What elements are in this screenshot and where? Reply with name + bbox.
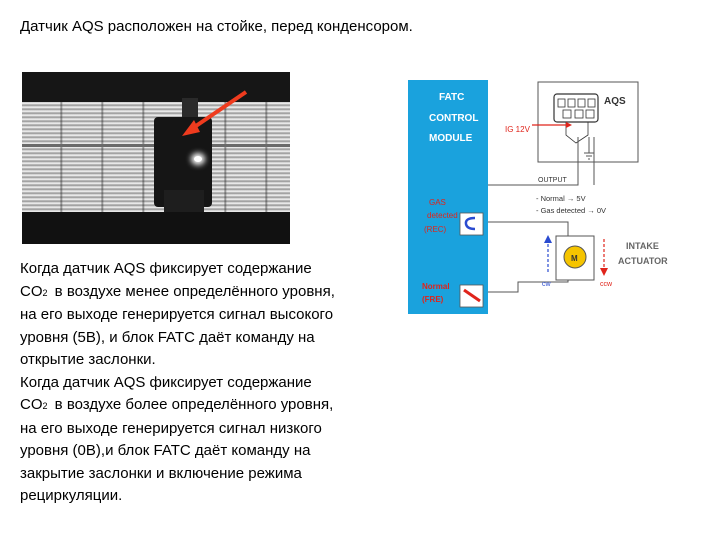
aqs-location-photo [22, 72, 290, 244]
ccw-arrow-icon [600, 268, 608, 276]
pointer-arrow-icon [22, 72, 290, 244]
text-line: уровня (5В), и блок FATC даёт команду на [20, 328, 315, 346]
module-label: MODULE [429, 133, 473, 144]
actuator-title: INTAKE [626, 241, 659, 251]
text-line: на его выходе генерируется сигнал высокого [20, 306, 334, 323]
cw-arrow-icon [544, 235, 552, 243]
ccw-label: ccw [600, 281, 613, 288]
text-line: Когда датчик AQS фиксирует содержание [20, 373, 312, 391]
slide-title: Датчик AQS расположен на стойке, перед конденсором. [20, 18, 413, 35]
cw-label: cw [542, 281, 551, 288]
normal-label: (FRE) [422, 295, 444, 304]
aqs-wiring-diagram [408, 77, 680, 317]
ig-label: IG 12V [505, 125, 530, 134]
motor-label: M [571, 254, 578, 263]
text-line: CO2 в воздухе более определённого уровня, [20, 396, 334, 413]
gas-label: (REC) [424, 225, 447, 234]
normal-label: Normal [422, 282, 450, 291]
aqs-label: AQS [604, 96, 626, 107]
text-line: Когда датчик AQS фиксирует содержание [20, 260, 312, 277]
text-line: CO2 в воздухе менее определённого уровня, [20, 282, 335, 300]
output-normal: - Normal → 5V [536, 194, 586, 203]
text-line: закрытие заслонки и включение режима [20, 464, 302, 482]
text-line: открытие заслонки. [20, 351, 156, 368]
output-title: OUTPUT [538, 177, 567, 184]
gas-label: GAS [429, 198, 446, 207]
gas-label: detected [427, 211, 458, 220]
text-line: рециркуляции. [20, 487, 123, 504]
module-label: CONTROL [429, 113, 479, 124]
actuator-title: ACTUATOR [618, 256, 668, 266]
output-gas: - Gas detected → 0V [536, 206, 607, 215]
text-line: на его выходе генерируется сигнал низкого [20, 419, 322, 437]
explanation-text [20, 258, 405, 508]
text-line: уровня (0В),и блок FATC даёт команду на [20, 442, 311, 459]
rec-switch-icon [460, 213, 483, 235]
module-label: FATC [439, 92, 465, 103]
